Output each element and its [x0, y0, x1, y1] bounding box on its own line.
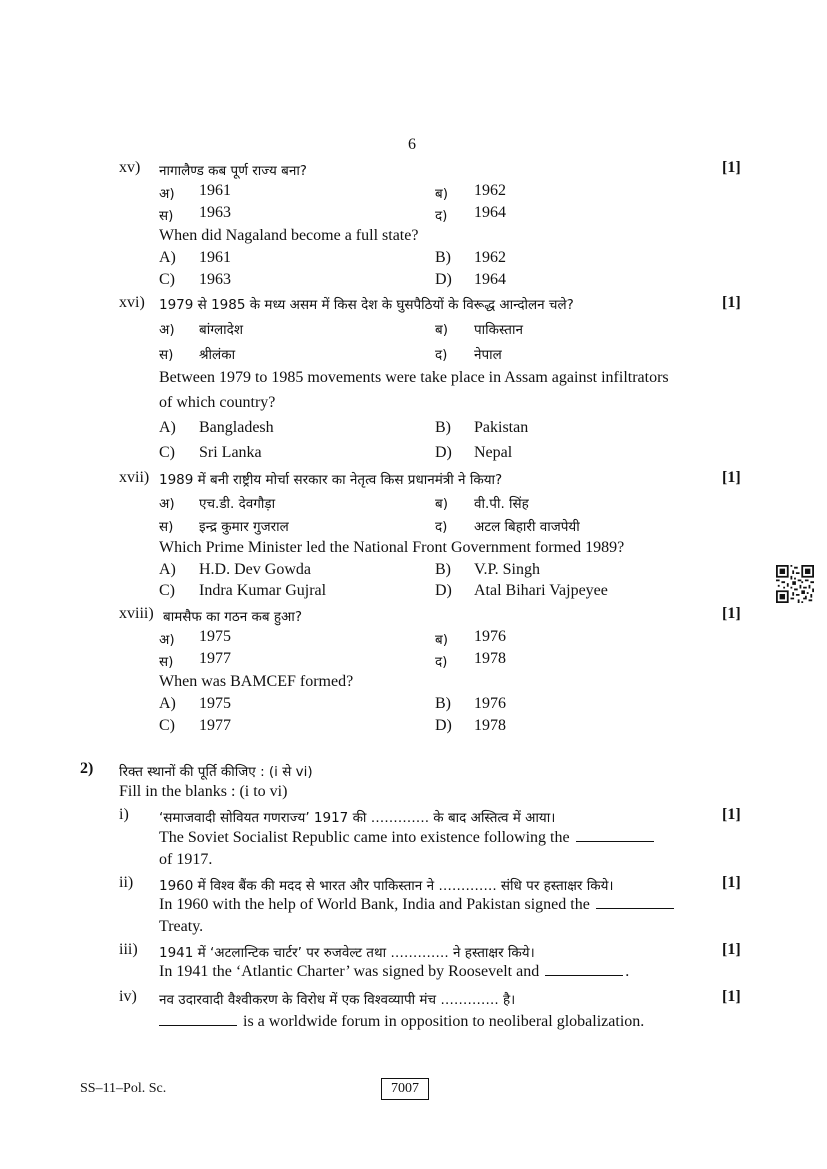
marks: [1]: [722, 469, 741, 486]
option-text: 1961: [199, 182, 231, 199]
question-number: xvi): [119, 294, 145, 311]
page-number: 6: [408, 136, 416, 153]
blank-line: [545, 974, 623, 976]
option-label: D): [435, 717, 452, 734]
option-text: Bangladesh: [199, 419, 274, 436]
question-text-english: Between 1979 to 1985 movements were take place in Assam against infiltrators: [159, 369, 669, 386]
option-text: V.P. Singh: [474, 561, 540, 578]
option-label: D): [435, 582, 452, 599]
option-label: स): [159, 208, 174, 224]
option-label: B): [435, 419, 451, 436]
option-label: C): [159, 271, 175, 288]
option-label: द): [435, 347, 448, 363]
option-label: D): [435, 444, 452, 461]
option-text: 1961: [199, 249, 231, 266]
question-number: xvii): [119, 469, 150, 486]
item-number: iii): [119, 941, 138, 958]
option-label: स): [159, 347, 174, 363]
marks: [1]: [722, 605, 741, 622]
option-text: 1976: [474, 628, 506, 645]
blank-line: [159, 1024, 237, 1026]
item-text-english-part: The Soviet Socialist Republic came into existence following the: [159, 829, 570, 846]
option-text: Atal Bihari Vajpeyee: [474, 582, 608, 599]
section-number: 2): [80, 760, 94, 777]
option-label: D): [435, 271, 452, 288]
footer-code: SS–11–Pol. Sc.: [80, 1081, 167, 1096]
item-text-english: [159, 829, 656, 847]
marks: [1]: [722, 941, 741, 958]
option-text: अटल बिहारी वाजपेयी: [474, 519, 580, 535]
option-label: B): [435, 561, 451, 578]
option-text: 1964: [474, 271, 506, 288]
option-text: 1977: [199, 650, 231, 667]
option-text: इन्द्र कुमार गुजराल: [199, 519, 289, 535]
item-text-hindi: ‘समाजवादी सोवियत गणराज्य’ 1917 की …………. के बाद अस्तित्व में आया।: [159, 810, 556, 826]
option-label: अ): [159, 496, 175, 512]
item-number: i): [119, 806, 129, 823]
option-text: 1962: [474, 182, 506, 199]
item-text-english: [159, 1013, 644, 1031]
question-text-hindi: नागालैण्ड कब पूर्ण राज्य बना?: [159, 163, 307, 179]
item-text-english-cont: of 1917.: [159, 851, 213, 868]
item-text-english: [159, 963, 629, 981]
option-text: 1975: [199, 695, 231, 712]
option-label: C): [159, 444, 175, 461]
option-label: C): [159, 582, 175, 599]
question-text-english: When was BAMCEF formed?: [159, 673, 354, 690]
option-label: द): [435, 519, 448, 535]
option-text: 1978: [474, 650, 506, 667]
item-text-english-end: .: [625, 963, 630, 980]
marks: [1]: [722, 988, 741, 1005]
option-text: Sri Lanka: [199, 444, 262, 461]
item-text-english-part: In 1960 with the help of World Bank, India and Pakistan signed the: [159, 896, 590, 913]
option-label: द): [435, 654, 448, 670]
item-text-english: [159, 896, 676, 914]
option-label: स): [159, 654, 174, 670]
option-text: H.D. Dev Gowda: [199, 561, 311, 578]
option-label: C): [159, 717, 175, 734]
item-text-hindi: 1941 में ‘अटलान्टिक चार्टर’ पर रुजवेल्ट तथा …………. ने हस्ताक्षर किये।: [159, 945, 535, 961]
option-text: 1964: [474, 204, 506, 221]
option-text: 1977: [199, 717, 231, 734]
option-label: B): [435, 695, 451, 712]
question-number: xv): [119, 159, 141, 176]
item-text-english-part: is a worldwide forum in opposition to neoliberal globalization.: [243, 1013, 645, 1030]
question-text-hindi: 1989 में बनी राष्ट्रीय मोर्चा सरकार का नेतृत्व किस प्रधानमंत्री ने किया?: [159, 472, 503, 488]
option-text: श्रीलंका: [199, 347, 236, 363]
option-label: अ): [159, 186, 175, 202]
marks: [1]: [722, 159, 741, 176]
question-text-english: When did Nagaland become a full state?: [159, 227, 419, 244]
question-text-english-cont: of which country?: [159, 394, 276, 411]
option-text: एच.डी. देवगौड़ा: [199, 496, 276, 512]
option-label: अ): [159, 322, 175, 338]
qr-code-icon: [776, 565, 814, 603]
item-text-hindi: नव उदारवादी वैश्वीकरण के विरोध में एक विश्वव्यापी मंच …………. है।: [159, 992, 516, 1008]
blank-line: [576, 840, 654, 842]
option-text: वी.पी. सिंह: [474, 496, 529, 512]
option-text: 1978: [474, 717, 506, 734]
option-text: नेपाल: [474, 347, 502, 363]
option-label: ब): [435, 186, 448, 202]
item-number: iv): [119, 988, 137, 1005]
option-label: ब): [435, 322, 448, 338]
paper-number-box: 7007: [381, 1078, 429, 1100]
option-text: 1963: [199, 204, 231, 221]
option-label: A): [159, 419, 176, 436]
item-text-english-cont: Treaty.: [159, 918, 204, 935]
option-text: 1962: [474, 249, 506, 266]
option-label: A): [159, 695, 176, 712]
option-label: ब): [435, 632, 448, 648]
section-title-english: Fill in the blanks : (i to vi): [119, 783, 288, 800]
marks: [1]: [722, 806, 741, 823]
option-label: अ): [159, 632, 175, 648]
question-number: xviii): [119, 605, 154, 622]
option-label: A): [159, 249, 176, 266]
option-label: B): [435, 249, 451, 266]
option-text: 1963: [199, 271, 231, 288]
option-text: Indra Kumar Gujral: [199, 582, 327, 599]
option-text: Pakistan: [474, 419, 529, 436]
option-text: पाकिस्तान: [474, 322, 523, 338]
section-title-hindi: रिक्त स्थानों की पूर्ति कीजिए : (i से vi): [119, 764, 313, 780]
item-text-hindi: 1960 में विश्व बैंक की मदद से भारत और पाकिस्तान ने …………. संधि पर हस्ताक्षर किये।: [159, 878, 614, 894]
question-text-english: Which Prime Minister led the National Front Government formed 1989?: [159, 539, 625, 556]
option-label: ब): [435, 496, 448, 512]
question-text-hindi: 1979 से 1985 के मध्य असम में किस देश के घुसपैठियों के विरूद्ध आन्दोलन चले?: [159, 297, 574, 313]
option-label: स): [159, 519, 174, 535]
option-text: 1975: [199, 628, 231, 645]
item-text-english-part: In 1941 the ‘Atlantic Charter’ was signed by Roosevelt and: [159, 963, 540, 980]
item-number: ii): [119, 874, 134, 891]
option-text: बांग्लादेश: [199, 322, 243, 338]
option-label: A): [159, 561, 176, 578]
blank-line: [596, 907, 674, 909]
marks: [1]: [722, 874, 741, 891]
marks: [1]: [722, 294, 741, 311]
option-label: द): [435, 208, 448, 224]
option-text: Nepal: [474, 444, 513, 461]
question-text-hindi: बामसैफ का गठन कब हुआ?: [163, 609, 302, 625]
option-text: 1976: [474, 695, 506, 712]
